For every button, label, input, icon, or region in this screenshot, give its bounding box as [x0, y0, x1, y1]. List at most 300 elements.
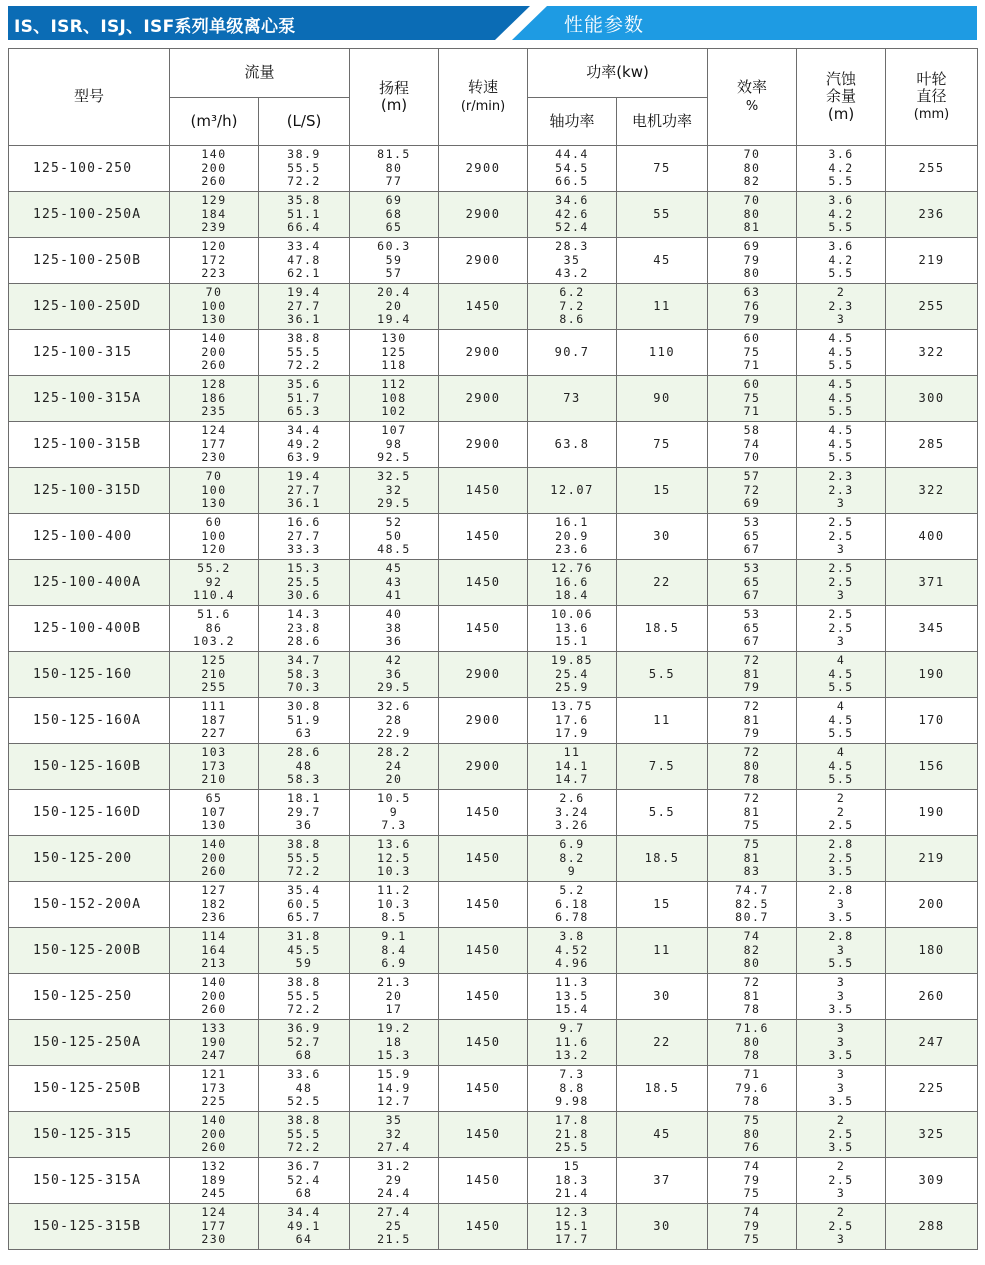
cell-npsh-value: 3.6 — [828, 239, 854, 254]
cell-head — [350, 606, 439, 652]
cell-shaft-power-value: 17.9 — [555, 726, 589, 741]
cell-speed: 2900 — [439, 192, 528, 238]
cell-head-value: 27.4 — [377, 1205, 411, 1220]
cell-flow-m3h-value: 227 — [201, 726, 227, 741]
cell-flow-m3h — [170, 1020, 259, 1066]
cell-npsh — [797, 1020, 886, 1066]
cell-shaft-power-value: 15.4 — [555, 1002, 589, 1017]
cell-flow-ls-value: 59 — [295, 956, 313, 971]
cell-head-value: 32.5 — [377, 469, 411, 484]
cell-flow-m3h-value: 100 — [201, 298, 227, 313]
cell-npsh-value: 2.5 — [828, 1218, 854, 1233]
cell-head-value: 20.4 — [377, 285, 411, 300]
cell-efficiency-value: 81 — [743, 220, 761, 235]
series-title: IS、ISR、ISJ、ISF系列单级离心泵 — [14, 17, 296, 37]
table-row — [9, 652, 978, 698]
cell-speed: 1450 — [439, 560, 528, 606]
table-row — [9, 238, 978, 284]
cell-npsh-value: 5.5 — [828, 220, 854, 235]
cell-flow-ls-value: 28.6 — [287, 745, 321, 760]
cell-efficiency-value: 82.5 — [735, 896, 769, 911]
cell-head-value: 125 — [381, 344, 407, 359]
col-flow-ls: (L/S) — [259, 98, 350, 146]
cell-efficiency-value: 74 — [743, 929, 761, 944]
cell-npsh-value: 2 — [836, 1159, 846, 1174]
cell-flow-m3h-value: 92 — [205, 574, 223, 589]
cell-efficiency — [708, 330, 797, 376]
cell-impeller-diameter: 200 — [886, 882, 978, 928]
cell-flow-ls-value: 36.1 — [287, 496, 321, 511]
cell-efficiency — [708, 882, 797, 928]
cell-impeller-diameter: 190 — [886, 790, 978, 836]
cell-efficiency-value: 80 — [743, 206, 761, 221]
cell-efficiency-value: 53 — [743, 515, 761, 530]
cell-npsh-value: 2.3 — [828, 298, 854, 313]
cell-shaft-power — [528, 928, 617, 974]
cell-npsh-value: 4.2 — [828, 160, 854, 175]
cell-head-value: 12.7 — [377, 1094, 411, 1109]
cell-flow-m3h-value: 130 — [201, 818, 227, 833]
cell-shaft-power-value: 12.07 — [550, 482, 594, 497]
cell-head-value: 45 — [385, 561, 403, 576]
cell-efficiency-value: 75 — [743, 390, 761, 405]
cell-shaft-power-value: 11 — [563, 745, 581, 760]
cell-motor-power: 18.5 — [617, 836, 708, 882]
cell-head-value: 40 — [385, 607, 403, 622]
cell-npsh-value: 4.5 — [828, 344, 854, 359]
cell-flow-m3h-value: 247 — [201, 1048, 227, 1063]
cell-flow-m3h-value: 235 — [201, 404, 227, 419]
cell-efficiency — [708, 1112, 797, 1158]
cell-flow-ls-value: 72.2 — [287, 864, 321, 879]
cell-flow-ls-value: 38.8 — [287, 975, 321, 990]
cell-head-value: 35 — [385, 1113, 403, 1128]
cell-shaft-power-value: 4.52 — [555, 942, 589, 957]
cell-impeller-diameter: 247 — [886, 1020, 978, 1066]
cell-flow-ls-value: 19.4 — [287, 469, 321, 484]
cell-flow-m3h-value: 223 — [201, 266, 227, 281]
cell-shaft-power-value: 8.6 — [559, 312, 585, 327]
cell-npsh-value: 5.5 — [828, 450, 854, 465]
cell-flow-m3h-value: 127 — [201, 883, 227, 898]
cell-npsh-value: 4.5 — [828, 377, 854, 392]
cell-motor-power: 11 — [617, 698, 708, 744]
table-row — [9, 284, 978, 330]
cell-flow-ls-value: 33.6 — [287, 1067, 321, 1082]
cell-shaft-power-value: 15.1 — [555, 634, 589, 649]
cell-efficiency-value: 60 — [743, 377, 761, 392]
cell-speed: 2900 — [439, 146, 528, 192]
cell-npsh-value: 3 — [836, 896, 846, 911]
cell-head-value: 20 — [385, 772, 403, 787]
cell-shaft-power — [528, 1158, 617, 1204]
cell-head — [350, 882, 439, 928]
cell-flow-ls — [259, 790, 350, 836]
cell-flow-m3h — [170, 882, 259, 928]
cell-impeller-diameter: 236 — [886, 192, 978, 238]
cell-flow-m3h-value: 200 — [201, 850, 227, 865]
cell-impeller-diameter: 345 — [886, 606, 978, 652]
cell-efficiency-value: 80 — [743, 956, 761, 971]
cell-head-value: 102 — [381, 404, 407, 419]
cell-shaft-power-value: 17.6 — [555, 712, 589, 727]
cell-npsh — [797, 468, 886, 514]
cell-flow-m3h-value: 230 — [201, 1232, 227, 1247]
cell-flow-m3h-value: 140 — [201, 975, 227, 990]
cell-npsh — [797, 284, 886, 330]
cell-shaft-power — [528, 330, 617, 376]
cell-shaft-power-value: 25.4 — [555, 666, 589, 681]
cell-npsh — [797, 192, 886, 238]
cell-flow-ls — [259, 1158, 350, 1204]
cell-head-value: 29.5 — [377, 680, 411, 695]
cell-npsh-value: 4.5 — [828, 758, 854, 773]
cell-head-value: 13.6 — [377, 837, 411, 852]
cell-speed: 2900 — [439, 422, 528, 468]
col-npsh: 汽蚀 余量 (m) — [797, 49, 886, 146]
cell-motor-power: 37 — [617, 1158, 708, 1204]
cell-flow-ls-value: 34.7 — [287, 653, 321, 668]
cell-shaft-power-value: 3.24 — [555, 804, 589, 819]
cell-flow-ls-value: 36.9 — [287, 1021, 321, 1036]
cell-model: 125-100-315A — [9, 376, 170, 422]
col-shaft-power: 轴功率 — [528, 98, 617, 146]
cell-npsh-value: 2.3 — [828, 469, 854, 484]
cell-efficiency-value: 72 — [743, 699, 761, 714]
cell-impeller-diameter: 260 — [886, 974, 978, 1020]
cell-flow-ls-value: 27.7 — [287, 528, 321, 543]
cell-npsh-value: 3 — [836, 634, 846, 649]
cell-npsh-value: 3 — [836, 542, 846, 557]
cell-flow-m3h — [170, 1112, 259, 1158]
cell-npsh-value: 5.5 — [828, 956, 854, 971]
cell-head-value: 22.9 — [377, 726, 411, 741]
table-body — [9, 146, 978, 1250]
cell-efficiency-value: 80 — [743, 160, 761, 175]
cell-flow-ls-value: 38.8 — [287, 1113, 321, 1128]
cell-shaft-power-value: 8.8 — [559, 1080, 585, 1095]
cell-flow-ls-value: 51.7 — [287, 390, 321, 405]
cell-model: 150-125-315 — [9, 1112, 170, 1158]
cell-flow-ls-value: 52.4 — [287, 1172, 321, 1187]
cell-head-value: 92.5 — [377, 450, 411, 465]
cell-speed: 1450 — [439, 1112, 528, 1158]
cell-head-value: 24.4 — [377, 1186, 411, 1201]
cell-head-value: 57 — [385, 266, 403, 281]
cell-head-value: 108 — [381, 390, 407, 405]
cell-npsh-value: 2.5 — [828, 620, 854, 635]
cell-head — [350, 560, 439, 606]
cell-flow-m3h-value: 133 — [201, 1021, 227, 1036]
cell-flow-m3h — [170, 606, 259, 652]
cell-model: 125-100-315B — [9, 422, 170, 468]
cell-flow-ls-value: 49.1 — [287, 1218, 321, 1233]
cell-head-value: 27.4 — [377, 1140, 411, 1155]
cell-efficiency — [708, 1066, 797, 1112]
cell-flow-m3h — [170, 560, 259, 606]
cell-flow-m3h-value: 129 — [201, 193, 227, 208]
table-row — [9, 1204, 978, 1250]
cell-flow-m3h-value: 51.6 — [197, 607, 231, 622]
cell-model: 150-125-250B — [9, 1066, 170, 1112]
table-row — [9, 1020, 978, 1066]
cell-npsh-value: 4 — [836, 653, 846, 668]
cell-flow-m3h-value: 121 — [201, 1067, 227, 1082]
cell-flow-ls-value: 38.9 — [287, 147, 321, 162]
cell-model: 125-100-250B — [9, 238, 170, 284]
cell-shaft-power-value: 90.7 — [554, 344, 590, 359]
cell-flow-ls — [259, 1066, 350, 1112]
cell-flow-ls-value: 60.5 — [287, 896, 321, 911]
cell-shaft-power — [528, 974, 617, 1020]
cell-shaft-power — [528, 192, 617, 238]
cell-flow-m3h-value: 186 — [201, 390, 227, 405]
cell-efficiency-value: 71 — [743, 1067, 761, 1082]
cell-model: 150-125-250A — [9, 1020, 170, 1066]
cell-efficiency — [708, 606, 797, 652]
cell-flow-m3h-value: 103.2 — [192, 634, 236, 649]
cell-model: 125-100-400A — [9, 560, 170, 606]
cell-flow-ls-value: 34.4 — [287, 423, 321, 438]
cell-shaft-power-value: 14.7 — [555, 772, 589, 787]
cell-flow-ls-value: 15.3 — [287, 561, 321, 576]
cell-head-value: 69 — [385, 193, 403, 208]
cell-model: 150-125-160B — [9, 744, 170, 790]
cell-npsh — [797, 1066, 886, 1112]
cell-motor-power: 11 — [617, 928, 708, 974]
cell-npsh-value: 3 — [836, 1067, 846, 1082]
cell-efficiency-value: 72 — [743, 975, 761, 990]
cell-efficiency-value: 65 — [743, 574, 761, 589]
cell-flow-m3h-value: 124 — [201, 1205, 227, 1220]
cell-flow-ls-value: 27.7 — [287, 298, 321, 313]
cell-head-value: 43 — [385, 574, 403, 589]
cell-flow-ls-value: 55.5 — [287, 1126, 321, 1141]
cell-motor-power: 7.5 — [617, 744, 708, 790]
cell-efficiency-value: 67 — [743, 588, 761, 603]
cell-flow-m3h-value: 182 — [201, 896, 227, 911]
cell-head-value: 24 — [385, 758, 403, 773]
cell-flow-ls-value: 28.6 — [287, 634, 321, 649]
cell-shaft-power-value: 15.1 — [555, 1218, 589, 1233]
cell-model: 125-100-400 — [9, 514, 170, 560]
cell-flow-ls-value: 68 — [295, 1186, 313, 1201]
cell-flow-ls-value: 65.3 — [287, 404, 321, 419]
cell-flow-m3h-value: 110.4 — [192, 588, 236, 603]
cell-npsh-value: 2.5 — [828, 574, 854, 589]
cell-efficiency — [708, 790, 797, 836]
col-speed: 转速 (r/min) — [439, 49, 528, 146]
cell-efficiency — [708, 468, 797, 514]
cell-speed: 1450 — [439, 1020, 528, 1066]
cell-flow-ls-value: 55.5 — [287, 988, 321, 1003]
cell-head-value: 59 — [385, 252, 403, 267]
cell-flow-m3h-value: 100 — [201, 528, 227, 543]
cell-npsh — [797, 928, 886, 974]
cell-npsh-value: 2 — [836, 1113, 846, 1128]
cell-shaft-power-value: 12.76 — [550, 561, 594, 576]
table-row — [9, 560, 978, 606]
cell-head-value: 98 — [385, 436, 403, 451]
cell-flow-m3h-value: 130 — [201, 496, 227, 511]
cell-flow-m3h — [170, 514, 259, 560]
cell-efficiency-value: 83 — [743, 864, 761, 879]
cell-npsh-value: 2 — [836, 1205, 846, 1220]
cell-flow-ls — [259, 698, 350, 744]
cell-speed: 1450 — [439, 284, 528, 330]
cell-model: 125-100-315D — [9, 468, 170, 514]
cell-motor-power: 18.5 — [617, 1066, 708, 1112]
cell-head — [350, 330, 439, 376]
cell-npsh-value: 5.5 — [828, 404, 854, 419]
cell-shaft-power-value: 44.4 — [555, 147, 589, 162]
cell-shaft-power-value: 4.96 — [555, 956, 589, 971]
cell-shaft-power — [528, 560, 617, 606]
cell-efficiency — [708, 836, 797, 882]
cell-impeller-diameter: 190 — [886, 652, 978, 698]
cell-motor-power: 15 — [617, 468, 708, 514]
cell-flow-ls-value: 55.5 — [287, 344, 321, 359]
cell-npsh-value: 3.5 — [828, 910, 854, 925]
cell-flow-m3h-value: 124 — [201, 423, 227, 438]
cell-motor-power: 18.5 — [617, 606, 708, 652]
cell-efficiency-value: 72 — [743, 791, 761, 806]
cell-flow-ls — [259, 330, 350, 376]
cell-efficiency-value: 79 — [743, 1218, 761, 1233]
cell-npsh-value: 4.5 — [828, 436, 854, 451]
cell-efficiency-value: 81 — [743, 804, 761, 819]
cell-model: 125-100-250D — [9, 284, 170, 330]
cell-flow-m3h-value: 200 — [201, 988, 227, 1003]
cell-efficiency-value: 82 — [743, 174, 761, 189]
section-title: 性能参数 — [564, 14, 645, 36]
table-row — [9, 698, 978, 744]
cell-head-value: 38 — [385, 620, 403, 635]
cell-efficiency-value: 70 — [743, 147, 761, 162]
cell-flow-m3h-value: 260 — [201, 1140, 227, 1155]
cell-shaft-power — [528, 284, 617, 330]
cell-npsh-value: 2.5 — [828, 515, 854, 530]
cell-flow-ls — [259, 1204, 350, 1250]
cell-npsh — [797, 560, 886, 606]
cell-efficiency-value: 76 — [743, 1140, 761, 1155]
cell-flow-m3h-value: 260 — [201, 864, 227, 879]
cell-flow-m3h — [170, 1158, 259, 1204]
cell-flow-m3h-value: 140 — [201, 837, 227, 852]
cell-flow-m3h-value: 100 — [201, 482, 227, 497]
cell-npsh-value: 5.5 — [828, 772, 854, 787]
cell-flow-ls-value: 30.6 — [287, 588, 321, 603]
cell-npsh-value: 3 — [836, 988, 846, 1003]
cell-flow-m3h-value: 120 — [201, 542, 227, 557]
cell-flow-ls-value: 36.7 — [287, 1159, 321, 1174]
cell-shaft-power — [528, 606, 617, 652]
cell-head-value: 118 — [381, 358, 407, 373]
cell-efficiency-value: 74 — [743, 1159, 761, 1174]
cell-flow-m3h — [170, 1066, 259, 1112]
cell-efficiency — [708, 744, 797, 790]
cell-flow-ls — [259, 284, 350, 330]
cell-shaft-power — [528, 514, 617, 560]
cell-efficiency — [708, 238, 797, 284]
cell-shaft-power-value: 11.6 — [555, 1034, 589, 1049]
cell-model: 150-152-200A — [9, 882, 170, 928]
cell-shaft-power-value: 21.4 — [555, 1186, 589, 1201]
cell-flow-ls — [259, 468, 350, 514]
cell-impeller-diameter: 322 — [886, 330, 978, 376]
cell-npsh — [797, 606, 886, 652]
cell-npsh — [797, 1112, 886, 1158]
cell-npsh-value: 2 — [836, 285, 846, 300]
cell-shaft-power — [528, 1204, 617, 1250]
table-row — [9, 146, 978, 192]
cell-flow-ls-value: 16.6 — [287, 515, 321, 530]
cell-model: 150-125-250 — [9, 974, 170, 1020]
cell-flow-m3h-value: 70 — [205, 469, 223, 484]
cell-shaft-power — [528, 698, 617, 744]
cell-speed: 1450 — [439, 514, 528, 560]
cell-flow-m3h-value: 65 — [205, 791, 223, 806]
cell-efficiency-value: 67 — [743, 634, 761, 649]
cell-shaft-power-value: 10.06 — [550, 607, 594, 622]
cell-efficiency-value: 74 — [743, 1205, 761, 1220]
cell-efficiency-value: 71 — [743, 358, 761, 373]
cell-shaft-power — [528, 1020, 617, 1066]
cell-flow-m3h-value: 225 — [201, 1094, 227, 1109]
cell-efficiency-value: 78 — [743, 1048, 761, 1063]
cell-shaft-power — [528, 422, 617, 468]
cell-motor-power: 90 — [617, 376, 708, 422]
cell-efficiency — [708, 284, 797, 330]
cell-impeller-diameter: 225 — [886, 1066, 978, 1112]
cell-impeller-diameter: 371 — [886, 560, 978, 606]
cell-flow-m3h-value: 200 — [201, 344, 227, 359]
cell-model: 150-125-160 — [9, 652, 170, 698]
cell-npsh — [797, 514, 886, 560]
cell-head-value: 32.6 — [377, 699, 411, 714]
table-row — [9, 192, 978, 238]
cell-flow-m3h — [170, 836, 259, 882]
cell-flow-ls-value: 19.4 — [287, 285, 321, 300]
cell-shaft-power-value: 2.6 — [559, 791, 585, 806]
cell-shaft-power-value: 6.2 — [559, 285, 585, 300]
cell-flow-ls-value: 33.4 — [287, 239, 321, 254]
cell-head — [350, 146, 439, 192]
cell-efficiency-value: 79 — [743, 312, 761, 327]
cell-shaft-power-value: 17.7 — [555, 1232, 589, 1247]
col-power: 功率(kw) — [528, 49, 708, 98]
cell-shaft-power-value: 23.6 — [555, 542, 589, 557]
cell-npsh-value: 2.8 — [828, 883, 854, 898]
cell-flow-ls-value: 66.4 — [287, 220, 321, 235]
cell-impeller-diameter: 300 — [886, 376, 978, 422]
cell-head — [350, 192, 439, 238]
cell-efficiency-value: 53 — [743, 561, 761, 576]
cell-flow-m3h — [170, 192, 259, 238]
cell-flow-ls-value: 63.9 — [287, 450, 321, 465]
cell-head — [350, 974, 439, 1020]
cell-model: 150-125-200B — [9, 928, 170, 974]
cell-flow-m3h-value: 184 — [201, 206, 227, 221]
cell-shaft-power-value: 6.78 — [555, 910, 589, 925]
cell-flow-ls — [259, 836, 350, 882]
cell-head-value: 36 — [385, 634, 403, 649]
cell-efficiency-value: 80.7 — [735, 910, 769, 925]
cell-head — [350, 238, 439, 284]
cell-efficiency-value: 78 — [743, 772, 761, 787]
cell-flow-ls-value: 49.2 — [287, 436, 321, 451]
cell-npsh-value: 3.5 — [828, 1002, 854, 1017]
